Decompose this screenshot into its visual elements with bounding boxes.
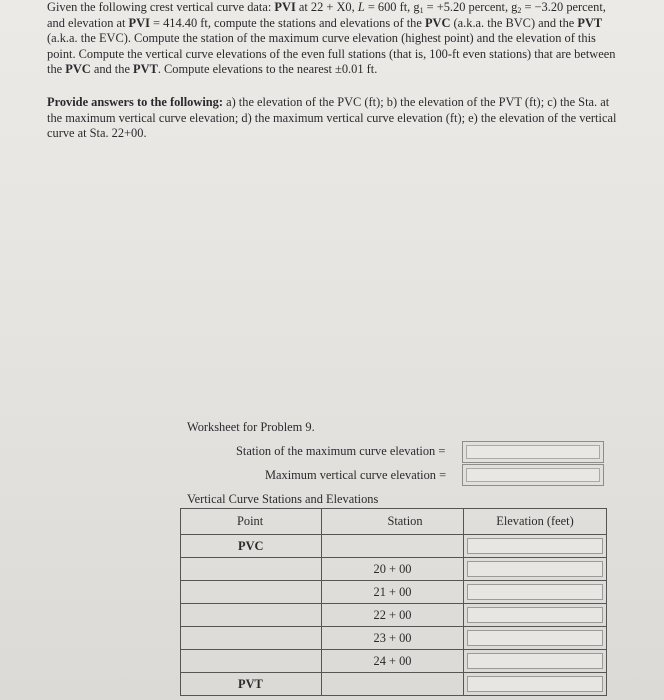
header-elevation: Elevation (feet) (464, 509, 607, 535)
point-cell (181, 627, 322, 650)
elevation-input-2200[interactable] (464, 604, 607, 627)
elevation-input-2100[interactable] (464, 581, 607, 604)
elevation-input-pvt[interactable] (464, 673, 607, 696)
station-cell: 20 + 00 (322, 558, 464, 581)
table-row-pvt (181, 673, 607, 696)
table-row-pvc (181, 535, 607, 558)
elevation-input-pvc[interactable] (464, 535, 607, 558)
station-cell (322, 673, 464, 696)
answer-instructions: Provide answers to the following: a) the elevation of the PVC (ft); b) the elevation of the PVT (ft); c) the Sta. at the maximum vertical curve elevation; d) the maximum vertical curve elevation (ft); e) the elevation of the vertical curve at Sta. 22+00. (47, 95, 617, 141)
elevation-input-2400[interactable] (464, 650, 607, 673)
station-cell (322, 535, 464, 558)
table-row (181, 558, 607, 581)
point-cell (181, 650, 322, 673)
vertical-curve-table (180, 508, 607, 696)
table-row (181, 627, 607, 650)
problem-statement: Given the following crest vertical curve data: PVI at 22 + X0, L = 600 ft, $g_1 = +5.20$ percent, $g_2 = -3.20$ percent, and elevation at PVI = 414.40 ft, compute the stations and elevations of the PVC (a.k.a. the BVC) and the PVT (a.k.a. the EVC). Compute the station of the maximum curve elevation (highest point) and the elevation of this point. Compute the vertical curve elevations of the even full stations (that is, 100-ft even stations) that are between the PVC and the PVT. Compute elevations to the nearest ±0.01 ft. (47, 0, 616, 77)
table-title: Vertical Curve Stations and Elevations (187, 492, 379, 506)
table-row (181, 581, 607, 604)
elevation-input-2300[interactable] (464, 627, 607, 650)
station-max-input[interactable] (462, 441, 604, 463)
station-cell: 22 + 00 (322, 604, 464, 627)
table-header-row (181, 509, 607, 535)
point-cell: PVT (181, 673, 322, 696)
header-station: Station (322, 509, 464, 535)
station-cell: 23 + 00 (322, 627, 464, 650)
station-max-label: Station of the maximum curve elevation = (236, 444, 446, 458)
max-elevation-input[interactable] (462, 464, 604, 486)
point-cell (181, 604, 322, 627)
table-row (181, 650, 607, 673)
worksheet-title: Worksheet for Problem 9. (187, 420, 315, 434)
point-cell: PVC (181, 535, 322, 558)
point-cell (181, 558, 322, 581)
table-row (181, 604, 607, 627)
max-elevation-label: Maximum vertical curve elevation = (265, 468, 447, 482)
station-cell: 21 + 00 (322, 581, 464, 604)
point-cell (181, 581, 322, 604)
station-cell: 24 + 00 (322, 650, 464, 673)
elevation-input-2000[interactable] (464, 558, 607, 581)
header-point: Point (181, 509, 322, 535)
